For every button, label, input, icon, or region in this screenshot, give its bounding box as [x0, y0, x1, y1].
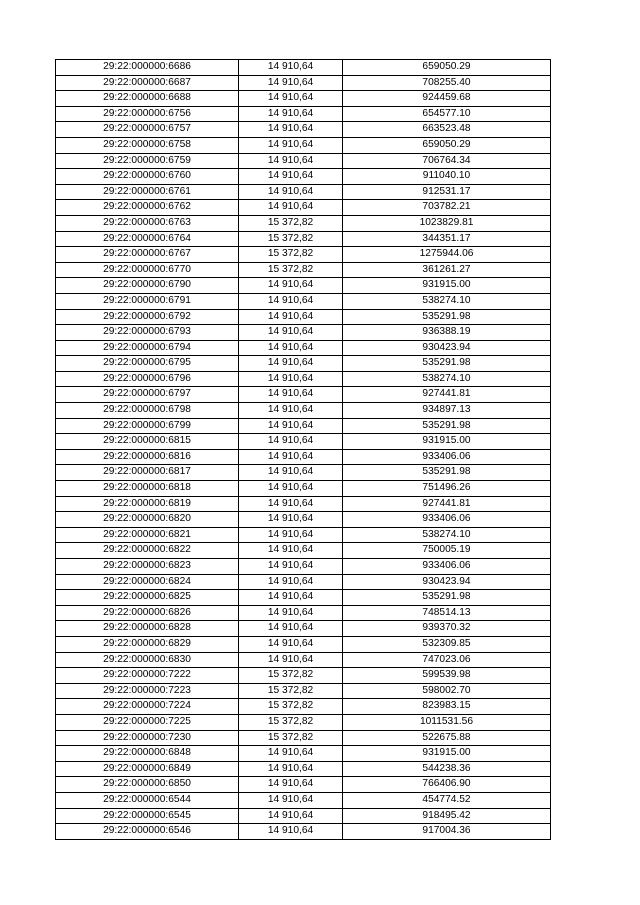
area-cell: 14 910,64 [239, 527, 343, 543]
value-cell: 535291.98 [343, 356, 551, 372]
area-cell: 14 910,64 [239, 309, 343, 325]
value-cell: 599539.98 [343, 668, 551, 684]
area-cell: 14 910,64 [239, 481, 343, 497]
table-row [56, 512, 551, 528]
table-row [56, 340, 551, 356]
area-cell: 15 372,82 [239, 231, 343, 247]
table-row [56, 543, 551, 559]
value-cell: 544238.36 [343, 761, 551, 777]
value-cell: 706764.34 [343, 153, 551, 169]
cadastral-number-cell: 29:22:000000:6829 [56, 636, 239, 652]
cadastral-number-cell: 29:22:000000:6795 [56, 356, 239, 372]
table-row [56, 137, 551, 153]
table-row [56, 91, 551, 107]
table-row [56, 465, 551, 481]
area-cell: 14 910,64 [239, 200, 343, 216]
cadastral-number-cell: 29:22:000000:6822 [56, 543, 239, 559]
table-row [56, 496, 551, 512]
table-row [56, 356, 551, 372]
table-row [56, 792, 551, 808]
cadastral-number-cell: 29:22:000000:7224 [56, 699, 239, 715]
table-row [56, 60, 551, 76]
cadastral-number-cell: 29:22:000000:7225 [56, 714, 239, 730]
table-row [56, 278, 551, 294]
area-cell: 15 372,82 [239, 683, 343, 699]
area-cell: 14 910,64 [239, 356, 343, 372]
cadastral-number-cell: 29:22:000000:6817 [56, 465, 239, 481]
table-row [56, 106, 551, 122]
cadastral-number-cell: 29:22:000000:6767 [56, 247, 239, 263]
table-row [56, 605, 551, 621]
cadastral-number-cell: 29:22:000000:6686 [56, 60, 239, 76]
area-cell: 14 910,64 [239, 91, 343, 107]
area-cell: 14 910,64 [239, 652, 343, 668]
value-cell: 1011531.56 [343, 714, 551, 730]
value-cell: 708255.40 [343, 75, 551, 91]
cadastral-number-cell: 29:22:000000:6816 [56, 449, 239, 465]
table-row [56, 387, 551, 403]
cadastral-number-cell: 29:22:000000:6792 [56, 309, 239, 325]
cadastral-number-cell: 29:22:000000:6830 [56, 652, 239, 668]
area-cell: 14 910,64 [239, 75, 343, 91]
value-cell: 927441.81 [343, 387, 551, 403]
cadastral-number-cell: 29:22:000000:6826 [56, 605, 239, 621]
value-cell: 538274.10 [343, 371, 551, 387]
area-cell: 14 910,64 [239, 543, 343, 559]
cadastral-number-cell: 29:22:000000:6799 [56, 418, 239, 434]
area-cell: 14 910,64 [239, 278, 343, 294]
area-cell: 14 910,64 [239, 621, 343, 637]
value-cell: 931915.00 [343, 434, 551, 450]
value-cell: 748514.13 [343, 605, 551, 621]
area-cell: 14 910,64 [239, 293, 343, 309]
cadastral-number-cell: 29:22:000000:6793 [56, 325, 239, 341]
cadastral-number-cell: 29:22:000000:6760 [56, 169, 239, 185]
value-cell: 931915.00 [343, 278, 551, 294]
value-cell: 1023829.81 [343, 215, 551, 231]
table-row [56, 777, 551, 793]
table-row [56, 808, 551, 824]
cadastral-number-cell: 29:22:000000:6757 [56, 122, 239, 138]
value-cell: 927441.81 [343, 496, 551, 512]
table-row [56, 371, 551, 387]
table-row [56, 309, 551, 325]
cadastral-number-cell: 29:22:000000:6823 [56, 559, 239, 575]
table-row [56, 122, 551, 138]
value-cell: 933406.06 [343, 512, 551, 528]
cadastral-number-cell: 29:22:000000:6821 [56, 527, 239, 543]
cadastral-number-cell: 29:22:000000:6790 [56, 278, 239, 294]
table-row [56, 449, 551, 465]
table-row [56, 574, 551, 590]
table-row [56, 231, 551, 247]
table-row [56, 559, 551, 575]
value-cell: 930423.94 [343, 340, 551, 356]
value-cell: 933406.06 [343, 449, 551, 465]
table-row [56, 761, 551, 777]
cadastral-number-cell: 29:22:000000:6796 [56, 371, 239, 387]
area-cell: 14 910,64 [239, 559, 343, 575]
value-cell: 924459.68 [343, 91, 551, 107]
cadastral-number-cell: 29:22:000000:6546 [56, 824, 239, 840]
value-cell: 522675.88 [343, 730, 551, 746]
value-cell: 766406.90 [343, 777, 551, 793]
cadastral-number-cell: 29:22:000000:6687 [56, 75, 239, 91]
area-cell: 14 910,64 [239, 605, 343, 621]
area-cell: 14 910,64 [239, 449, 343, 465]
area-cell: 14 910,64 [239, 153, 343, 169]
area-cell: 14 910,64 [239, 169, 343, 185]
cadastral-number-cell: 29:22:000000:6820 [56, 512, 239, 528]
cadastral-number-cell: 29:22:000000:6770 [56, 262, 239, 278]
area-cell: 14 910,64 [239, 403, 343, 419]
table-row [56, 824, 551, 840]
cadastral-number-cell: 29:22:000000:7223 [56, 683, 239, 699]
table-body [56, 60, 551, 840]
value-cell: 535291.98 [343, 465, 551, 481]
value-cell: 750005.19 [343, 543, 551, 559]
cadastral-number-cell: 29:22:000000:6761 [56, 184, 239, 200]
area-cell: 14 910,64 [239, 465, 343, 481]
area-cell: 15 372,82 [239, 668, 343, 684]
table-row [56, 621, 551, 637]
table-row [56, 683, 551, 699]
cadastral-number-cell: 29:22:000000:6824 [56, 574, 239, 590]
cadastral-number-cell: 29:22:000000:6848 [56, 746, 239, 762]
value-cell: 344351.17 [343, 231, 551, 247]
cadastral-number-cell: 29:22:000000:6791 [56, 293, 239, 309]
area-cell: 14 910,64 [239, 106, 343, 122]
area-cell: 14 910,64 [239, 418, 343, 434]
table-row [56, 527, 551, 543]
table-row [56, 262, 551, 278]
data-table [55, 59, 551, 840]
area-cell: 14 910,64 [239, 636, 343, 652]
value-cell: 703782.21 [343, 200, 551, 216]
value-cell: 1275944.06 [343, 247, 551, 263]
area-cell: 14 910,64 [239, 496, 343, 512]
cadastral-number-cell: 29:22:000000:6849 [56, 761, 239, 777]
area-cell: 14 910,64 [239, 184, 343, 200]
cadastral-number-cell: 29:22:000000:7222 [56, 668, 239, 684]
value-cell: 538274.10 [343, 527, 551, 543]
table-row [56, 590, 551, 606]
cadastral-number-cell: 29:22:000000:6850 [56, 777, 239, 793]
area-cell: 15 372,82 [239, 247, 343, 263]
area-cell: 14 910,64 [239, 746, 343, 762]
value-cell: 917004.36 [343, 824, 551, 840]
value-cell: 454774.52 [343, 792, 551, 808]
area-cell: 14 910,64 [239, 434, 343, 450]
value-cell: 934897.13 [343, 403, 551, 419]
cadastral-number-cell: 29:22:000000:6763 [56, 215, 239, 231]
table-row [56, 434, 551, 450]
table-row [56, 200, 551, 216]
area-cell: 14 910,64 [239, 792, 343, 808]
area-cell: 14 910,64 [239, 824, 343, 840]
value-cell: 936388.19 [343, 325, 551, 341]
value-cell: 532309.85 [343, 636, 551, 652]
value-cell: 931915.00 [343, 746, 551, 762]
cadastral-number-cell: 29:22:000000:6819 [56, 496, 239, 512]
table-row [56, 714, 551, 730]
cadastral-number-cell: 29:22:000000:6828 [56, 621, 239, 637]
value-cell: 535291.98 [343, 590, 551, 606]
cadastral-number-cell: 29:22:000000:6825 [56, 590, 239, 606]
area-cell: 14 910,64 [239, 590, 343, 606]
value-cell: 659050.29 [343, 137, 551, 153]
table-row [56, 481, 551, 497]
table-row [56, 153, 551, 169]
cadastral-number-cell: 29:22:000000:6758 [56, 137, 239, 153]
value-cell: 654577.10 [343, 106, 551, 122]
area-cell: 14 910,64 [239, 371, 343, 387]
value-cell: 663523.48 [343, 122, 551, 138]
table-row [56, 668, 551, 684]
table-row [56, 699, 551, 715]
value-cell: 911040.10 [343, 169, 551, 185]
area-cell: 14 910,64 [239, 512, 343, 528]
cadastral-number-cell: 29:22:000000:6688 [56, 91, 239, 107]
table-row [56, 169, 551, 185]
value-cell: 535291.98 [343, 418, 551, 434]
cadastral-number-cell: 29:22:000000:6545 [56, 808, 239, 824]
table-row [56, 247, 551, 263]
value-cell: 747023.06 [343, 652, 551, 668]
table-row [56, 636, 551, 652]
value-cell: 930423.94 [343, 574, 551, 590]
cadastral-number-cell: 29:22:000000:6759 [56, 153, 239, 169]
cadastral-number-cell: 29:22:000000:6798 [56, 403, 239, 419]
table-row [56, 730, 551, 746]
table-row [56, 325, 551, 341]
value-cell: 598002.70 [343, 683, 551, 699]
cadastral-number-cell: 29:22:000000:6815 [56, 434, 239, 450]
value-cell: 918495.42 [343, 808, 551, 824]
table-row [56, 403, 551, 419]
area-cell: 14 910,64 [239, 137, 343, 153]
table-row [56, 746, 551, 762]
value-cell: 659050.29 [343, 60, 551, 76]
area-cell: 14 910,64 [239, 574, 343, 590]
area-cell: 15 372,82 [239, 215, 343, 231]
area-cell: 14 910,64 [239, 340, 343, 356]
cadastral-number-cell: 29:22:000000:6797 [56, 387, 239, 403]
area-cell: 14 910,64 [239, 808, 343, 824]
area-cell: 15 372,82 [239, 699, 343, 715]
value-cell: 535291.98 [343, 309, 551, 325]
cadastral-number-cell: 29:22:000000:6756 [56, 106, 239, 122]
table-row [56, 418, 551, 434]
table-row [56, 75, 551, 91]
area-cell: 14 910,64 [239, 325, 343, 341]
area-cell: 14 910,64 [239, 387, 343, 403]
area-cell: 15 372,82 [239, 714, 343, 730]
value-cell: 939370.32 [343, 621, 551, 637]
cadastral-number-cell: 29:22:000000:6762 [56, 200, 239, 216]
area-cell: 15 372,82 [239, 262, 343, 278]
table-row [56, 184, 551, 200]
cadastral-number-cell: 29:22:000000:6764 [56, 231, 239, 247]
table-row [56, 215, 551, 231]
area-cell: 15 372,82 [239, 730, 343, 746]
area-cell: 14 910,64 [239, 777, 343, 793]
cadastral-number-cell: 29:22:000000:6818 [56, 481, 239, 497]
value-cell: 751496.26 [343, 481, 551, 497]
table-row [56, 293, 551, 309]
value-cell: 823983.15 [343, 699, 551, 715]
cadastral-number-cell: 29:22:000000:6794 [56, 340, 239, 356]
area-cell: 14 910,64 [239, 60, 343, 76]
cadastral-number-cell: 29:22:000000:7230 [56, 730, 239, 746]
area-cell: 14 910,64 [239, 122, 343, 138]
area-cell: 14 910,64 [239, 761, 343, 777]
value-cell: 361261.27 [343, 262, 551, 278]
value-cell: 912531.17 [343, 184, 551, 200]
cadastral-number-cell: 29:22:000000:6544 [56, 792, 239, 808]
table-row [56, 652, 551, 668]
value-cell: 933406.06 [343, 559, 551, 575]
value-cell: 538274.10 [343, 293, 551, 309]
